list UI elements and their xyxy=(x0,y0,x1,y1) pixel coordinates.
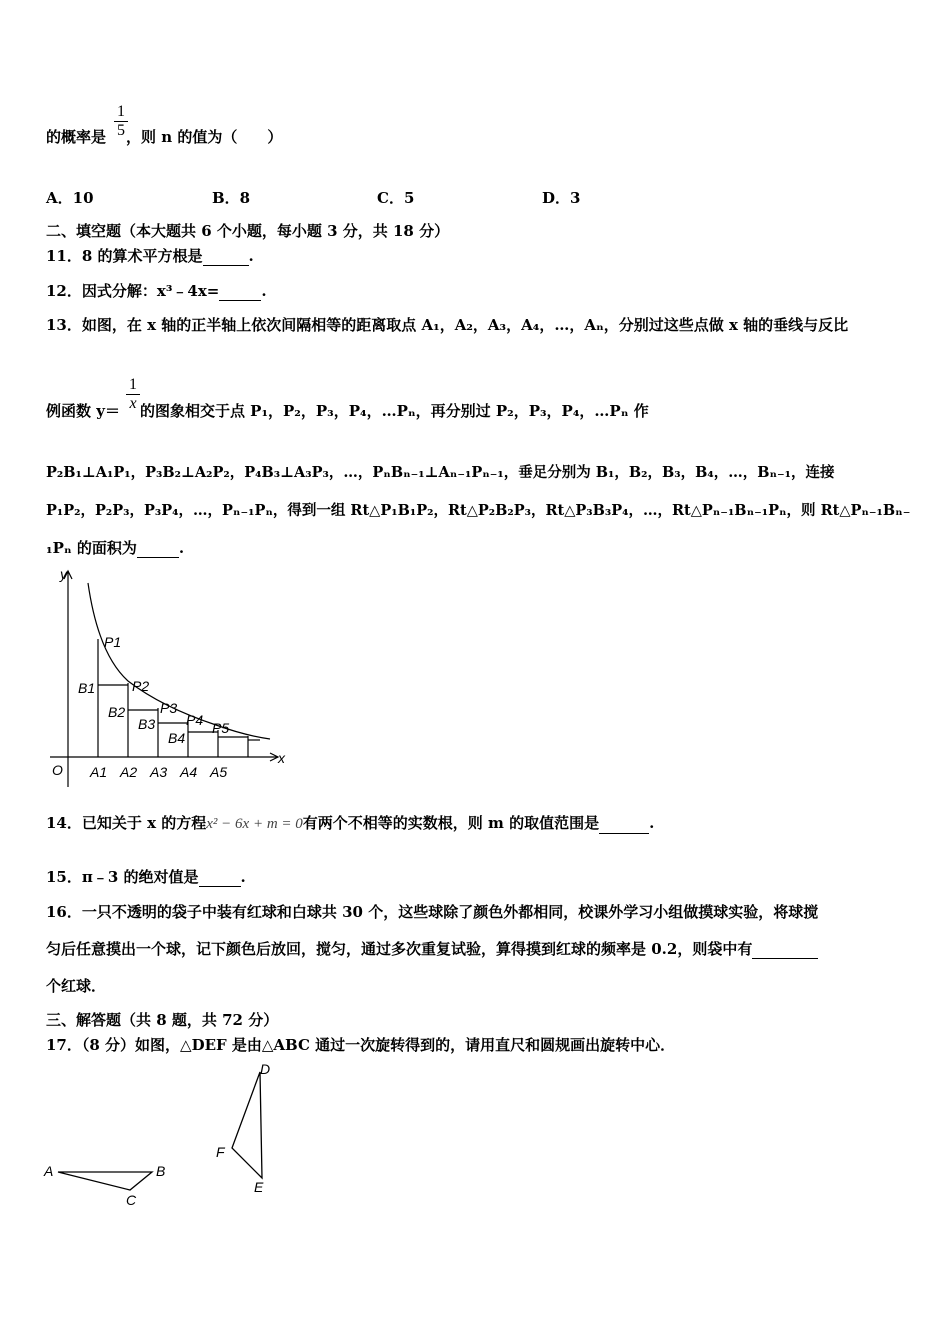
section-fill-in-heading: 二、填空题（本大题共 6 个小题，每小题 3 分，共 18 分） xyxy=(46,222,450,240)
q16-line-2-text: 匀后任意摸出一个球，记下颜色后放回，搅匀，通过多次重复试验，算得摸到红球的频率是 0.2，则袋中有 xyxy=(46,940,753,958)
label-c: C xyxy=(126,1192,137,1208)
q15-end: . xyxy=(240,868,246,886)
q16-line-3: 个红球． xyxy=(46,977,107,995)
q17-text: 17．（8 分）如图，△DEF 是由△ABC 通过一次旋转得到的，请用直尺和圆规画出旋转中心． xyxy=(46,1036,676,1054)
answer-blank[interactable] xyxy=(752,958,818,959)
q10-option-d: D．3 xyxy=(542,189,581,207)
label-b1: B1 xyxy=(78,680,96,696)
label-a5: A5 xyxy=(210,764,228,780)
label-p4: P4 xyxy=(186,712,204,728)
q13-line-5 xyxy=(46,538,184,558)
label-a3: A3 xyxy=(150,764,168,780)
fraction-numerator: 1 xyxy=(117,103,125,120)
fraction-denominator: 5 xyxy=(114,121,128,140)
label-b: B xyxy=(156,1163,166,1179)
label-p2: P2 xyxy=(132,678,150,694)
q13-line-2 xyxy=(46,401,649,421)
q13-line-3: P₂B₁⊥A₁P₁，P₃B₂⊥A₂P₂，P₄B₃⊥A₃P₃，…，PₙBₙ₋₁⊥Aₙ₋₁Pₙ₋₁，垂足分别为 B₁，B₂，B₃，B₄，…，Bₙ₋₁，连接 xyxy=(46,464,835,481)
q10-text-after: ，则 n 的值为（ ） xyxy=(126,128,283,146)
q14 xyxy=(46,813,654,834)
q10-option-c: C．5 xyxy=(377,189,415,207)
label-y: y xyxy=(60,566,67,582)
q13-line-1: 13．如图，在 x 轴的正半轴上依次间隔相等的距离取点 A₁，A₂，A₃，A₄，…，Aₙ，分别过这些点做 x 轴的垂线与反比 xyxy=(46,316,849,334)
q10-text-before: 的概率是 xyxy=(46,128,107,146)
answer-blank[interactable] xyxy=(137,557,179,558)
hyperbola-figure xyxy=(46,565,286,790)
q15 xyxy=(46,867,246,887)
q10-stem xyxy=(46,127,282,147)
label-f: F xyxy=(216,1144,225,1160)
q10-option-b: B．8 xyxy=(212,189,251,207)
label-p3: P3 xyxy=(160,700,178,716)
label-d: D xyxy=(260,1061,271,1077)
q13-line-2-before: 例函数 y＝ xyxy=(46,402,120,420)
label-origin: O xyxy=(52,762,63,778)
q14-text-before: 14．已知关于 x 的方程 xyxy=(46,814,207,832)
answer-blank[interactable] xyxy=(199,886,241,887)
label-e: E xyxy=(254,1179,264,1195)
answer-blank[interactable] xyxy=(599,833,649,834)
label-a4: A4 xyxy=(180,764,198,780)
answer-blank[interactable] xyxy=(203,265,249,266)
section-solutions-heading: 三、解答题（共 8 题，共 72 分） xyxy=(46,1011,279,1029)
q12-text: 12．因式分解：x³﹣4x= xyxy=(46,282,220,300)
label-b2: B2 xyxy=(108,704,126,720)
triangle-abc xyxy=(58,1172,152,1190)
label-b4: B4 xyxy=(168,730,186,746)
label-b3: B3 xyxy=(138,716,156,732)
q13-line-2-after: 的图象相交于点 P₁，P₂，P₃，P₄，…Pₙ，再分别过 P₂，P₃，P₄，…Pₙ 作 xyxy=(139,402,649,420)
label-p5: P5 xyxy=(212,720,230,736)
label-p1: P1 xyxy=(104,634,122,650)
q12 xyxy=(46,281,267,301)
q13-line-5-text: ₁Pₙ 的面积为 xyxy=(46,539,137,557)
q11 xyxy=(46,246,254,266)
triangles-figure xyxy=(40,1060,290,1210)
q13-end: . xyxy=(178,539,185,557)
q10-option-a: A．10 xyxy=(46,189,94,207)
triangle-def xyxy=(232,1072,262,1178)
label-a1: A1 xyxy=(90,764,108,780)
label-a: A xyxy=(44,1163,54,1179)
q13-line-4: P₁P₂，P₂P₃，P₃P₄，…，Pₙ₋₁Pₙ，得到一组 Rt△P₁B₁P₂，Rt△P₂B₂P₃，Rt△P₃B₃P₄，…，Rt△Pₙ₋₁Bₙ₋₁Pₙ，则 Rt△Pₙ₋₁Bₙ₋ xyxy=(46,502,911,519)
q15-text: 15．π﹣3 的绝对值是 xyxy=(46,868,199,886)
q12-end: . xyxy=(261,282,267,300)
q14-end: . xyxy=(649,814,655,832)
q16-line-2 xyxy=(46,939,818,959)
label-a2: A2 xyxy=(120,764,138,780)
q14-text-after: 有两个不相等的实数根，则 m 的取值范围是 xyxy=(302,814,600,832)
q11-text: 11．8 的算术平方根是 xyxy=(46,247,203,265)
q11-end: . xyxy=(248,247,254,265)
q16-line-1: 16．一只不透明的袋子中装有红球和白球共 30 个，这些球除了颜色外都相同，校课外学习小组做摸球实验，将球搅 xyxy=(46,903,819,921)
fraction-numerator: 1 xyxy=(129,376,137,393)
answer-blank[interactable] xyxy=(219,300,261,301)
fraction-denominator: x xyxy=(126,394,140,413)
q14-equation: x² − 6x + m = 0 xyxy=(206,816,303,832)
label-x: x xyxy=(278,750,285,766)
